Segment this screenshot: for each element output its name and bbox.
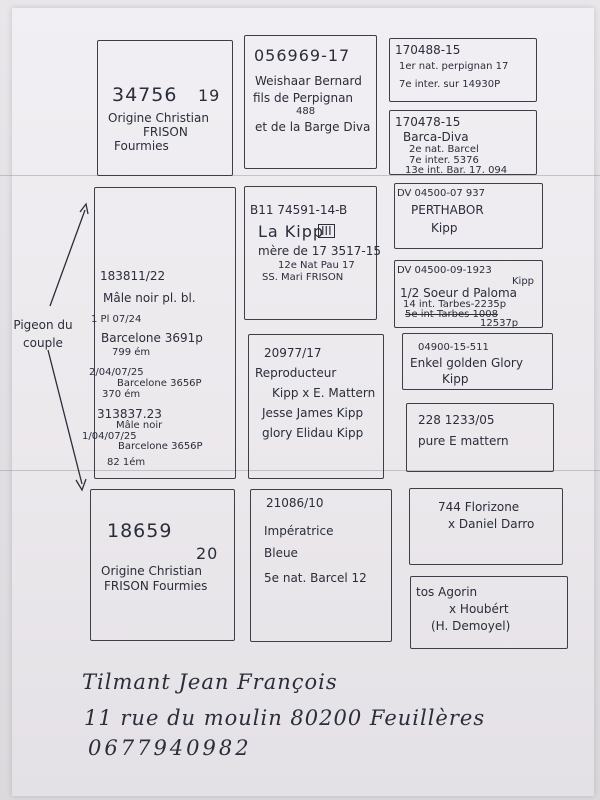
pedigree-line: 1er nat. perpignan 17	[399, 61, 509, 72]
pedigree-line: SS. Mari FRISON	[262, 272, 344, 283]
ring-number: 34756	[112, 84, 178, 106]
pedigree-line: 744 Florizone	[438, 500, 520, 514]
pigeon-name-roman: III	[318, 224, 335, 238]
pigeon-du-couple-label: Pigeon du couple	[13, 318, 73, 350]
pedigree-line: 799 ém	[112, 347, 151, 358]
ring-number: 228 1233/05	[418, 413, 495, 427]
pedigree-line: Kipp	[442, 372, 469, 386]
pedigree-line: 1/04/07/25	[82, 431, 137, 442]
owner-name: Tilmant Jean François	[82, 670, 338, 694]
pedigree-line: glory Elidau Kipp	[262, 426, 364, 440]
ring-year: 19	[198, 86, 221, 105]
ring-number: 20977/17	[264, 346, 322, 360]
pedigree-line: 2e nat. Barcel	[409, 144, 479, 155]
ring-number: 21086/10	[266, 496, 324, 510]
pedigree-line: Enkel golden Glory	[410, 356, 523, 370]
pedigree-line: Reproducteur	[255, 366, 337, 380]
ring-number: 170488-15	[395, 43, 461, 57]
pedigree-line: Kipp	[512, 276, 535, 287]
pedigree-line: 5e int Tarbes 1008	[405, 309, 498, 320]
pedigree-line: pure E mattern	[418, 434, 509, 448]
pedigree-line: (H. Demoyel)	[431, 619, 511, 633]
pedigree-line: 2/04/07/25	[89, 367, 144, 378]
pedigree-line: et de la Barge Diva	[255, 120, 371, 134]
pedigree-line: Weishaar Bernard	[255, 74, 362, 88]
ring-number: B11 74591-14-B	[250, 203, 348, 217]
pedigree-line: fils de Perpignan	[253, 91, 354, 105]
origin-line: Origine Christian	[101, 564, 202, 578]
couple-pigeon-number: 183811/22	[100, 269, 166, 283]
ring-number: 04900-15-511	[418, 342, 489, 353]
pedigree-line: Mâle noir pl. bl.	[103, 291, 196, 305]
pedigree-line: Barcelone 3691p	[101, 331, 203, 345]
pedigree-line: Bleue	[264, 546, 298, 560]
ring-number: DV 04500-07 937	[397, 188, 485, 199]
pedigree-line: Barca-Diva	[403, 130, 469, 144]
pedigree-line: 7e inter. sur 14930P	[399, 79, 501, 90]
ring-number: 170478-15	[395, 115, 461, 129]
ring-number: DV 04500-09-1923	[397, 265, 492, 276]
pedigree-line: 488	[296, 106, 316, 117]
pedigree-line: 12e Nat Pau 17	[278, 260, 355, 271]
pedigree-line: Mâle noir	[116, 420, 163, 431]
origin-line: Origine Christian	[108, 111, 209, 125]
pedigree-line: 7e inter. 5376	[409, 155, 479, 166]
origin-line: Fourmies	[114, 139, 169, 153]
pedigree-line: Kipp x E. Mattern	[272, 386, 376, 400]
pedigree-line: mère de 17 3517-15	[258, 244, 381, 258]
owner-address: 11 rue du moulin 80200 Feuillères	[84, 706, 486, 730]
pedigree-line: x Daniel Darro	[448, 517, 535, 531]
pedigree-line: x Houbért	[449, 602, 509, 616]
owner-phone: 0677940982	[88, 736, 252, 760]
couple-pigeon-number: 313837.23	[97, 407, 162, 421]
pedigree-line: Jesse James Kipp	[262, 406, 364, 420]
pigeon-name: La Kipp	[258, 222, 325, 241]
pedigree-line: Barcelone 3656P	[118, 441, 203, 452]
pigeon-name: PERTHABOR	[411, 203, 484, 217]
pedigree-line: 1/2 Soeur d Paloma	[400, 286, 518, 300]
pedigree-line: 1 Pl 07/24	[91, 314, 142, 325]
ring-year: 20	[196, 544, 219, 563]
pedigree-line: 14 int. Tarbes-2235p	[403, 299, 507, 310]
origin-line: FRISON Fourmies	[104, 579, 208, 593]
pedigree-line: 5e nat. Barcel 12	[264, 571, 367, 585]
pedigree-line: 370 ém	[102, 389, 141, 400]
pedigree-line: tos Agorin	[416, 585, 478, 599]
ring-number: 056969-17	[254, 46, 351, 65]
pigeon-name: Impératrice	[264, 524, 334, 538]
pigeon-name: Kipp	[431, 221, 458, 235]
pedigree-line: Barcelone 3656P	[117, 378, 202, 389]
pedigree-line: 13e int. Bar. 17. 094	[405, 165, 508, 176]
pedigree-line: 12537p	[480, 318, 519, 329]
origin-line: FRISON	[143, 125, 188, 139]
ring-number: 18659	[107, 520, 173, 542]
pedigree-line: 82 1ém	[107, 457, 146, 468]
